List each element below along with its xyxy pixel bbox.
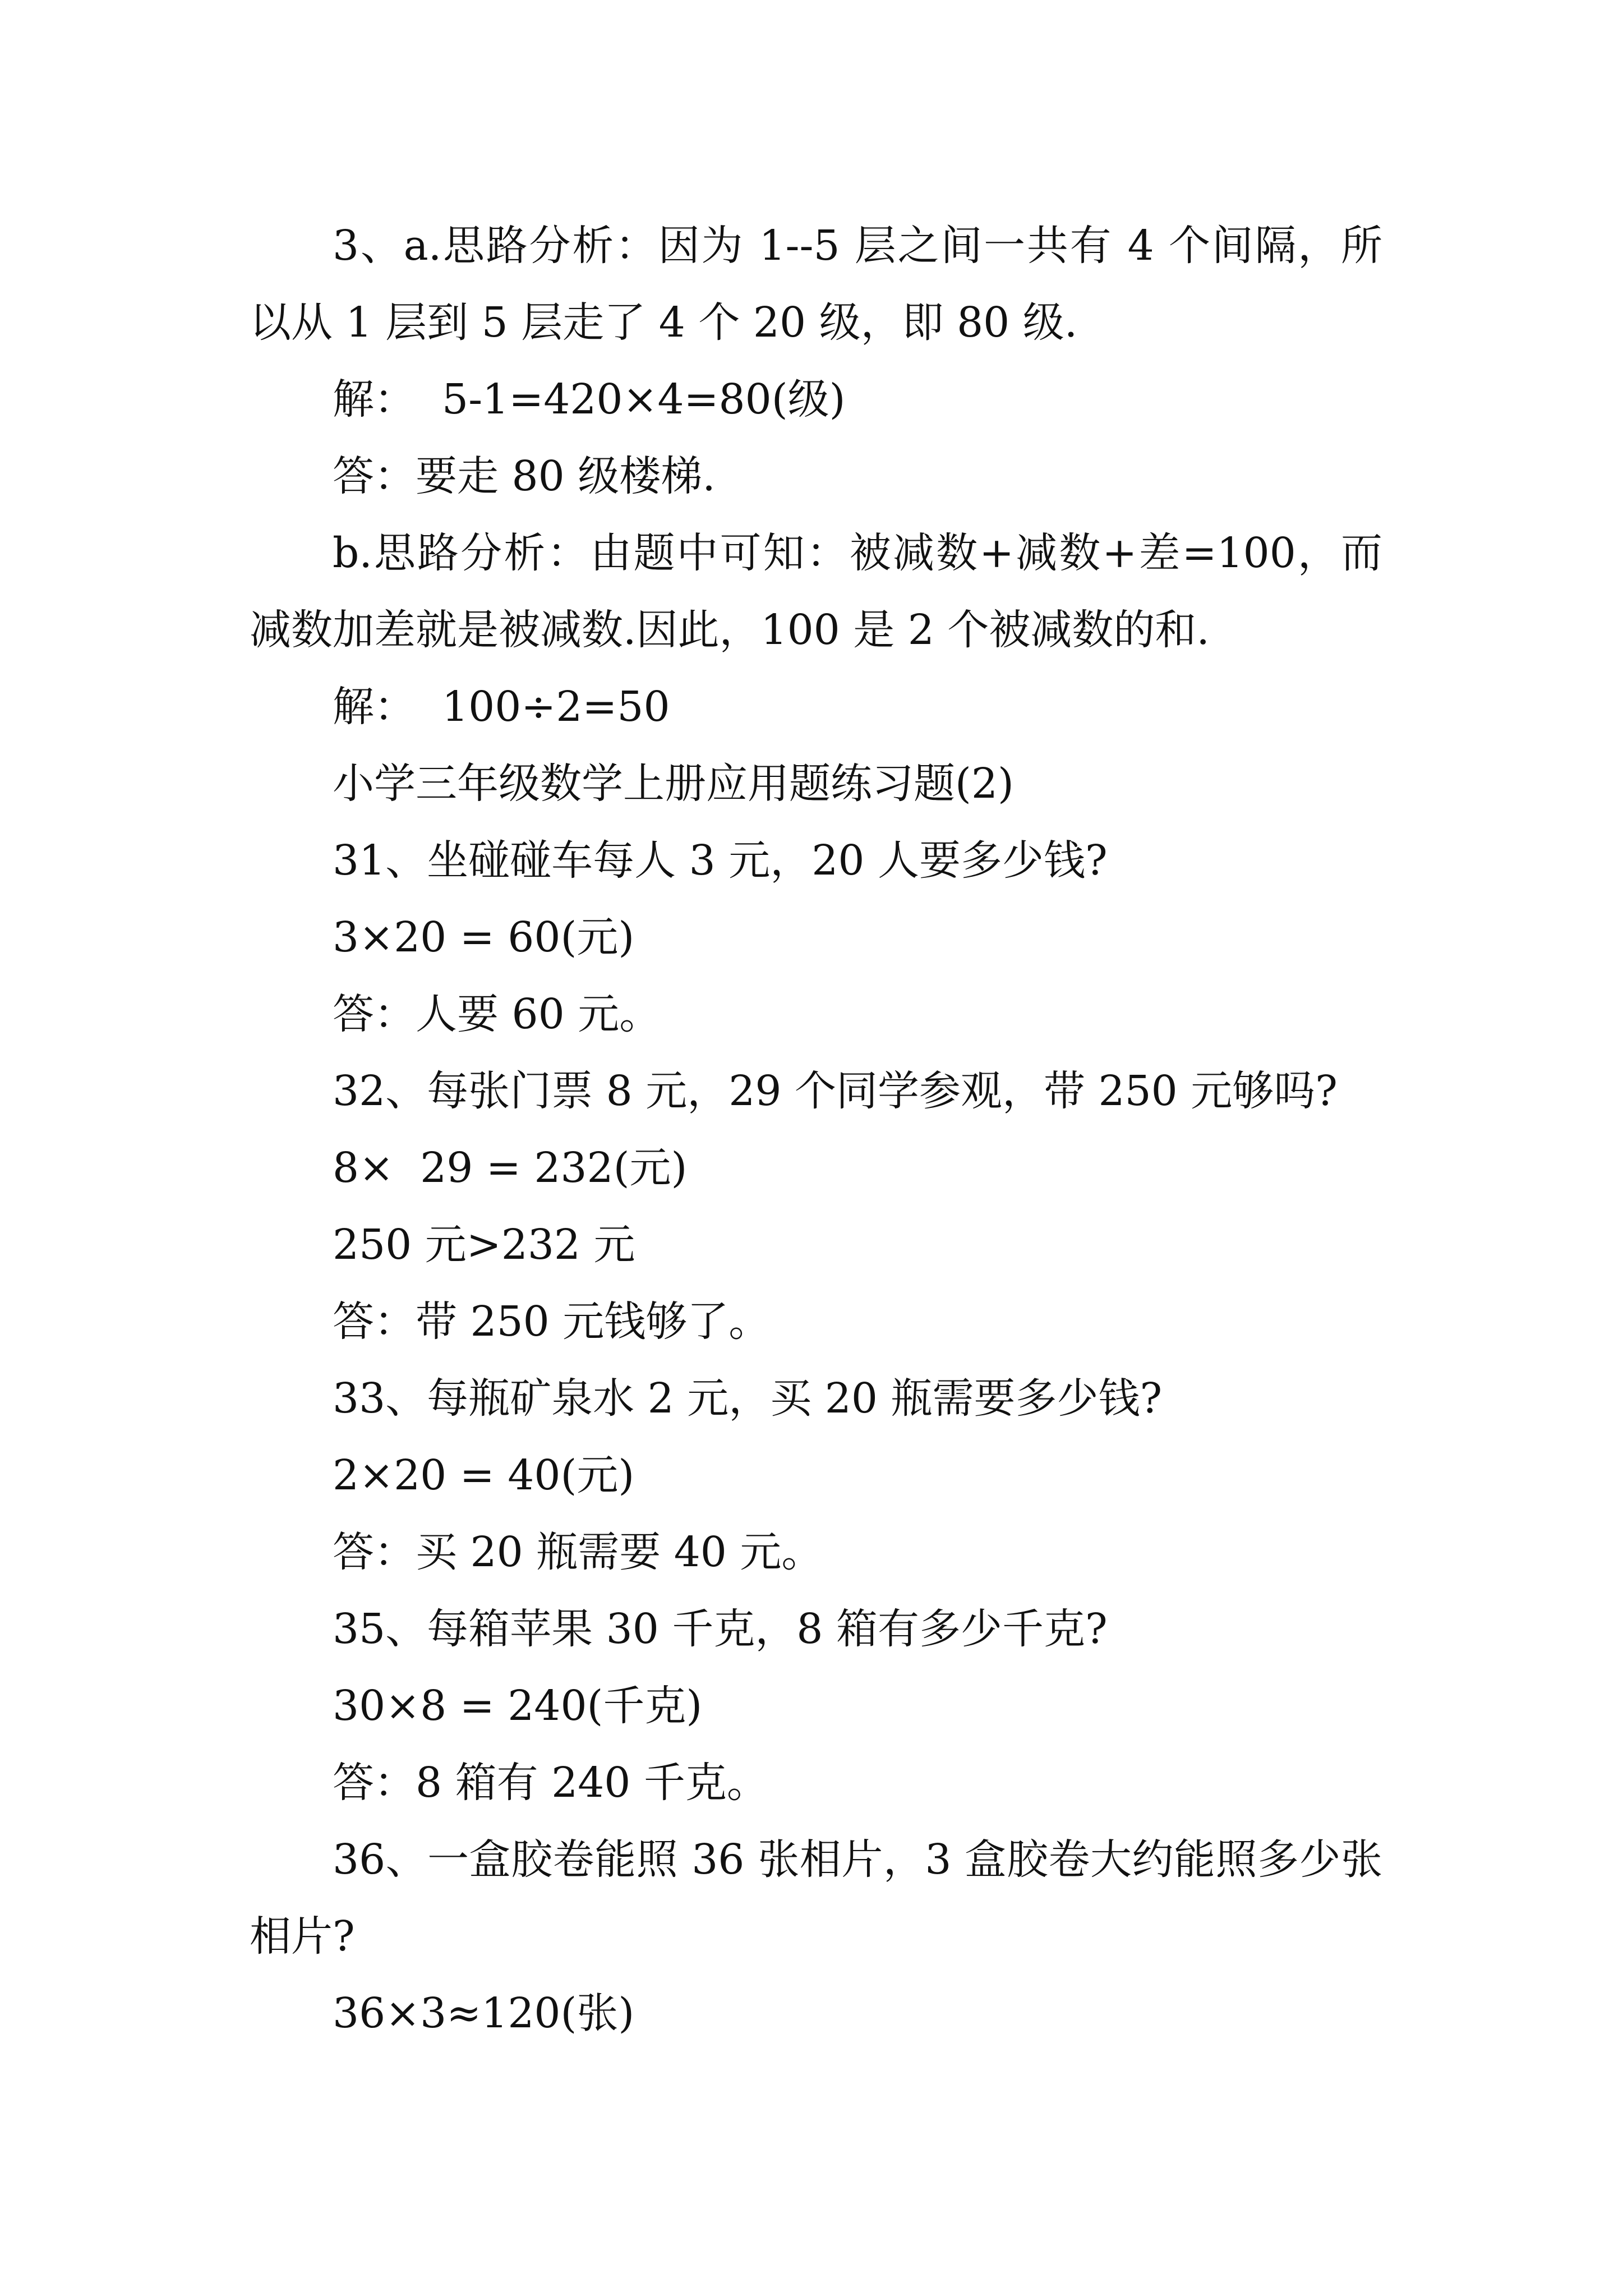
analysis-3a: 3、a.思路分析：因为 1--5 层之间一共有 4 个间隔，所以从 1 层到 5 层走了 4 个 20 级，即 80 级. bbox=[250, 222, 1382, 347]
question-35: 35、每箱苹果 30 千克，8 箱有多少千克? bbox=[333, 1605, 1108, 1653]
question-31: 31、坐碰碰车每人 3 元，20 人要多少钱? bbox=[333, 836, 1108, 885]
solution-3b: 解： 100÷2=50 bbox=[333, 683, 670, 731]
equation-31: 3×20 = 60(元) bbox=[333, 913, 635, 961]
equation-32: 8× 29 = 232(元) bbox=[333, 1144, 688, 1192]
analysis-3b: b.思路分析：由题中可知：被减数+减数+差=100，而减数加差就是被减数.因此，100 是 2 个被减数的和. bbox=[250, 529, 1382, 654]
answer-33: 答：买 20 瓶需要 40 元。 bbox=[333, 1528, 823, 1576]
question-36: 36、一盒胶卷能照 36 张相片，3 盒胶卷大约能照多少张相片? bbox=[250, 1835, 1382, 1961]
comparison-32: 250 元>232 元 bbox=[333, 1221, 635, 1269]
answer-31: 答：人要 60 元。 bbox=[333, 990, 661, 1038]
section-title: 小学三年级数学上册应用题练习题(2) bbox=[333, 760, 1014, 808]
question-32: 32、每张门票 8 元，29 个同学参观，带 250 元够吗? bbox=[333, 1067, 1338, 1115]
question-33: 33、每瓶矿泉水 2 元，买 20 瓶需要多少钱? bbox=[333, 1374, 1163, 1423]
equation-33: 2×20 = 40(元) bbox=[333, 1451, 635, 1499]
document-body bbox=[250, 208, 1382, 2052]
answer-3a: 答：要走 80 级楼梯. bbox=[333, 452, 716, 500]
equation-36: 36×3≈120(张) bbox=[333, 1989, 635, 2037]
equation-35: 30×8 = 240(千克) bbox=[333, 1682, 703, 1730]
answer-32: 答：带 250 元钱够了。 bbox=[333, 1297, 771, 1346]
solution-3a: 解： 5-1=420×4=80(级) bbox=[333, 375, 846, 424]
answer-35: 答：8 箱有 240 千克。 bbox=[333, 1759, 768, 1807]
